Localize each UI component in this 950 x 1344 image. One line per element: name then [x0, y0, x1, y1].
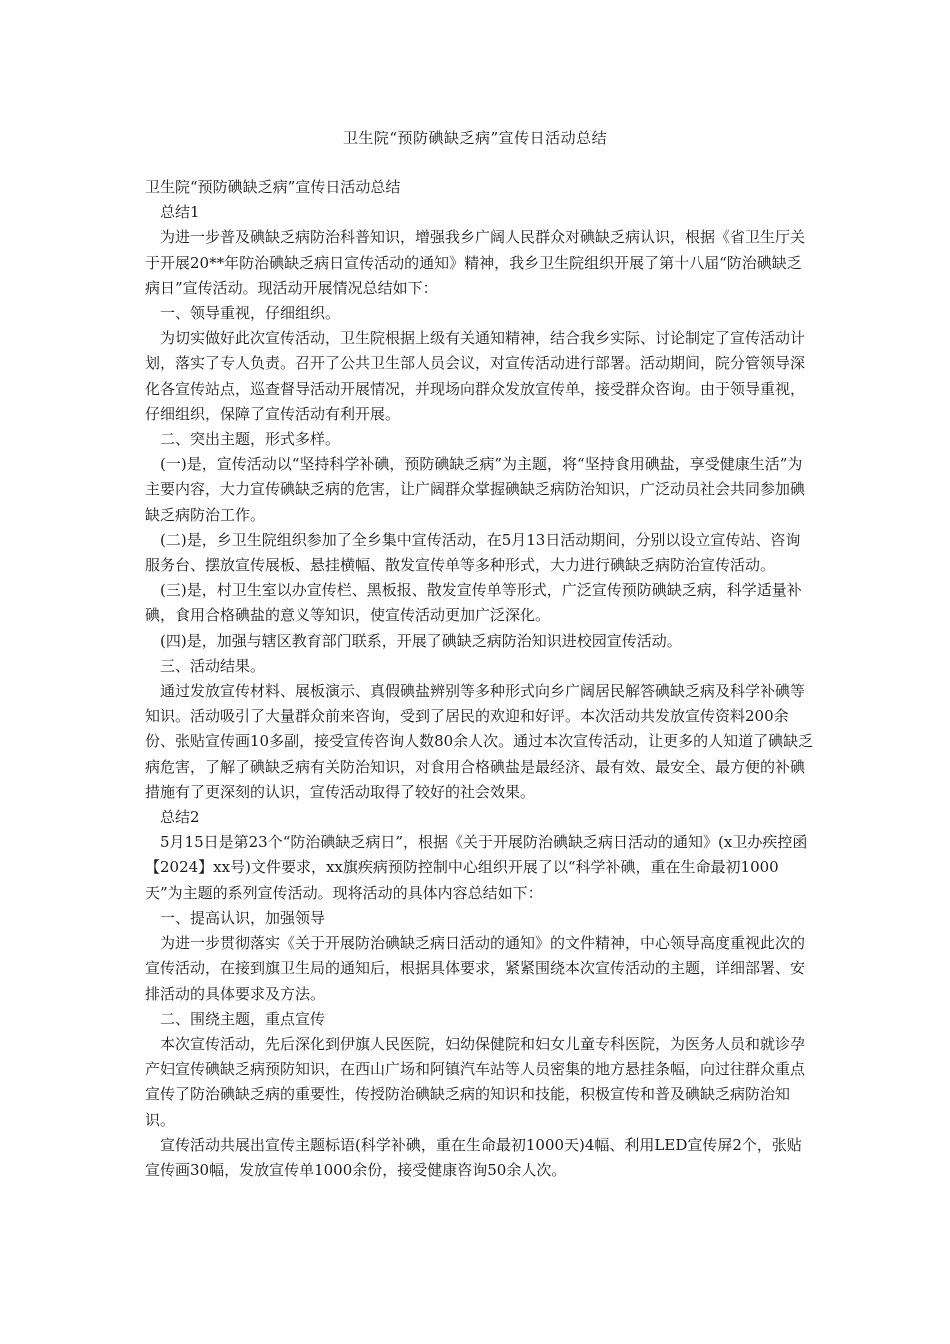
subsection-heading: 二、突出主题，形式多样。 [160, 430, 341, 449]
section-heading-summary-2: 总结2 [160, 808, 200, 827]
section-heading-summary-1: 总结1 [160, 203, 200, 222]
paragraph: (三)是，村卫生室以办宣传栏、黑板报、散发宣传单等形式，广泛宣传预防碘缺乏病，科学适量补碘，食用合格碘盐的意义等知识，使宣传活动更加广泛深化。 [145, 581, 802, 625]
paragraph: (一)是，宣传活动以“坚持科学补碘，预防碘缺乏病”为主题，将“坚持食用碘盐，享受健康生活”为主要内容，大力宣传碘缺乏病的危害，让广阔群众掌握碘缺乏病防治知识，广泛动员社会共同参加碘缺乏病防治工作。 [145, 455, 806, 524]
document-body [145, 175, 815, 1183]
paragraph: 5月15日是第23个“防治碘缺乏病日”，根据《关于开展防治碘缺乏病日活动的通知》(x卫办疾控函【2024】xx号)文件要求，xx旗疾病预防控制中心组织开展了以“科学补碘，重在生命最初1000天”为主题的系列宣传活动。现将活动的具体内容总结如下： [145, 833, 808, 902]
subsection-heading: 三、活动结果。 [160, 656, 266, 675]
subsection-heading: 一、提高认识，加强领导 [160, 908, 326, 927]
paragraph-subtitle: 卫生院“预防碘缺乏病”宣传日活动总结 [145, 178, 401, 196]
subsection-heading: 二、围绕主题，重点宣传 [160, 1009, 326, 1028]
paragraph: 为进一步贯彻落实《关于开展防治碘缺乏病日活动的通知》的文件精神，中心领导高度重视此次的宣传活动，在接到旗卫生局的通知后，根据具体要求，紧紧围绕本次宣传活动的主题，详细部署、安排活动的具体要求及方法。 [145, 934, 806, 1003]
document-title: 卫生院“预防碘缺乏病”宣传日活动总结 [342, 129, 608, 147]
paragraph: 本次宣传活动，先后深化到伊旗人民医院，妇幼保健院和妇女儿童专科医院，为医务人员和就诊孕产妇宣传碘缺乏病预防知识，在西山广场和阿镇汽车站等人员密集的地方悬挂条幅，向过往群众重点宣传了防治碘缺乏病的重要性，传授防治碘缺乏病的知识和技能，积极宣传和普及碘缺乏病防治知识。 [145, 1034, 806, 1129]
paragraph: 通过发放宣传材料、展板演示、真假碘盐辨别等多种形式向乡广阔居民解答碘缺乏病及科学补碘等知识。活动吸引了大量群众前来咨询，受到了居民的欢迎和好评。本次活动共发放宣传资料200余份、张贴宣传画10多副，接受宣传咨询人数80余人次。通过本次宣传活动，让更多的人知道了碘缺乏病危害，了解了碘缺乏病有关防治知识，对食用合格碘盐是最经济、最有效、最安全、最方便的补碘措施有了更深刻的认识，宣传活动取得了较好的社会效果。 [145, 682, 814, 801]
paragraph: 为进一步普及碘缺乏病防治科普知识，增强我乡广阔人民群众对碘缺乏病认识，根据《省卫生厅关于开展20**年防治碘缺乏病日宣传活动的通知》精神，我乡卫生院组织开展了第十八届“防治碘缺乏病日”宣传活动。现活动开展情况总结如下： [145, 228, 806, 297]
paragraph: 为切实做好此次宣传活动，卫生院根据上级有关通知精神，结合我乡实际、讨论制定了宣传活动计划，落实了专人负责。召开了公共卫生部人员会议，对宣传活动进行部署。活动期间，院分管领导深化各宣传站点，巡查督导活动开展情况，并现场向群众发放宣传单，接受群众咨询。由于领导重视，仔细组织，保障了宣传活动有利开展。 [145, 329, 806, 423]
paragraph: 宣传活动共展出宣传主题标语(科学补碘，重在生命最初1000天)4幅、利用LED宣传屏2个，张贴宣传画30幅，发放宣传单1000余份，接受健康咨询50余人次。 [145, 1135, 802, 1179]
subsection-heading: 一、领导重视，仔细组织。 [160, 304, 341, 323]
paragraph: (四)是，加强与辖区教育部门联系，开展了碘缺乏病防治知识进校园宣传活动。 [160, 631, 682, 650]
paragraph: (二)是，乡卫生院组织参加了全乡集中宣传活动，在5月13日活动期间，分别以设立宣传站、咨询服务台、摆放宣传展板、悬挂横幅、散发宣传单等多种形式，大力进行碘缺乏病防治宣传活动。 [145, 530, 801, 575]
